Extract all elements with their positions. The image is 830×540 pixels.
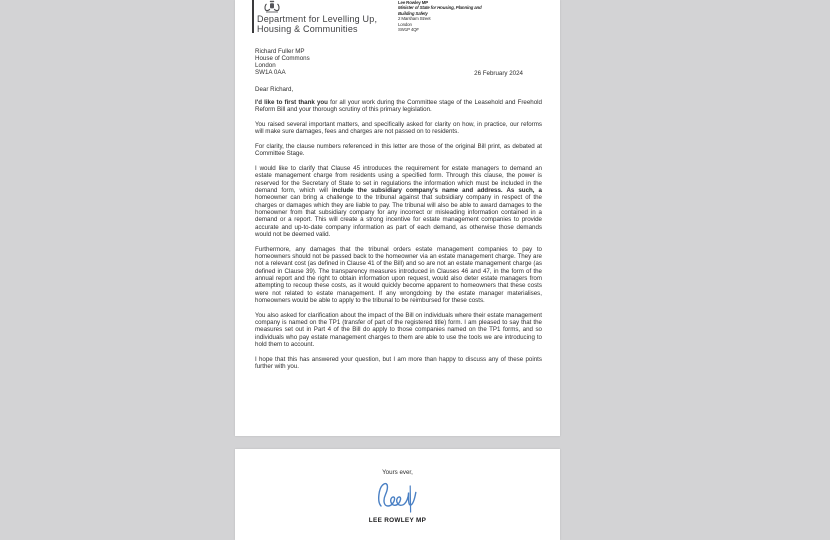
letter-body	[255, 99, 542, 378]
paragraph-1	[255, 99, 542, 114]
paragraph-3	[255, 143, 542, 158]
sender-address-line1: 2 Marsham Street	[398, 16, 431, 22]
royal-crest-icon	[263, 0, 281, 13]
paragraph-4	[255, 165, 542, 238]
signed-name: LEE ROWLEY MP	[368, 517, 427, 524]
paragraph-5-text: Furthermore, any damages that the tribunal orders estate management companies to pay to homeowners should not be passed back to the homeowner via an estate management charge. They are not a relevant cost (as defined in Clause 41 of the Bill) and so are not an estate management charge (as defined in Clause 39). The transparency measures introduced in Clauses 46 and 47, in the form of the annual report and the right to obtain information upon request, would also deter estate managers from attempting to recoup these costs, as it would quickly become apparent to homeowners that these costs were not related to estate management. If any wrongdoing by the estate manager materialises, homeowners would be able to apply to the tribunal to be reimbursed for these costs.	[255, 245, 542, 305]
sender-title: Minister of State for Housing, Planning and Building Safety	[398, 5, 482, 16]
paragraph-7-text: I hope that this has answered your question, but I am more than happy to discuss any of these points further with you.	[255, 355, 542, 371]
paragraph-1-text: for all your work during the Committee stage of the Leasehold and Freehold Reform Bill and your thorough scrutiny of this primary legislation.	[255, 99, 542, 114]
department-name-line1: Department for Levelling Up,	[257, 14, 378, 24]
letter-page-2	[235, 449, 560, 540]
sender-name: Lee Rowley MP	[398, 0, 429, 5]
sender-address-block	[398, 0, 482, 32]
salutation: Dear Richard,	[255, 86, 294, 93]
recipient-address-line2: London	[255, 62, 276, 70]
letter-date: 26 February 2024	[474, 70, 523, 77]
department-name-line2: Housing & Communities	[257, 24, 358, 34]
paragraph-4-text-a: I would like to clarify that Clause 45 introduces the requirement for estate managers to demand an estate management charge from residents using a specified form. Through this clause, the power is reserved for the Secretary of State to set in regulations the information which must be included in the demand form, which will	[255, 164, 542, 194]
recipient-address-line3: SW1A 0AA	[255, 69, 286, 77]
logo-divider-bar	[252, 0, 254, 33]
recipient-name: Richard Fuller MP	[255, 48, 305, 55]
paragraph-5	[255, 246, 542, 305]
paragraph-1-bold-text: I'd like to first thank you	[255, 99, 328, 106]
letter-page-1	[235, 0, 560, 436]
paragraph-4-text-b: homeowner can bring a challenge to the tribunal against that subsidiary company in respect of the charges or damages which they are liable to pay. The tribunal will also be able to award damages to the homeowner from that subsidiary company for any incorrect or misleading information contained in a demand or a report. This will create a strong incentive for estate management companies to provide accurate and up-to-date company information as part of each demand, as otherwise those demands would not be deemed valid.	[255, 194, 542, 239]
signature-icon	[374, 480, 422, 516]
paragraph-2-text: You raised several important matters, and specifically asked for clarity on how, in practice, our reforms will make sure damages, fees and charges are not passed on to residents.	[255, 120, 542, 136]
sender-address-line3: SW1P 4QF	[398, 27, 419, 33]
paragraph-2	[255, 121, 542, 136]
paragraph-6-text: You also asked for clarification about the impact of the Bill on individuals where their estate management company is named on the TP1 (transfer of part of the registered title) form. I am pleased to say that the measures set out in Part 4 of the Bill do apply to those companies named on the TP1 forms, and so individuals who pay estate management charges to them are able to use the tools we are introducing to hold them to account.	[255, 311, 542, 349]
paragraph-4-bold-text: include the subsidiary company's name and address. As such, a	[331, 186, 542, 194]
recipient-address-block	[255, 48, 310, 76]
paragraph-6	[255, 312, 542, 349]
closing-valediction: Yours ever,	[382, 469, 413, 476]
paragraph-7	[255, 356, 542, 371]
sender-address-line2: London	[398, 21, 412, 27]
recipient-address-line1: House of Commons	[255, 55, 310, 63]
department-logo	[257, 14, 377, 34]
paragraph-3-text: For clarity, the clause numbers referenced in this letter are those of the original Bill print, as debated at Committee Stage.	[255, 142, 542, 158]
